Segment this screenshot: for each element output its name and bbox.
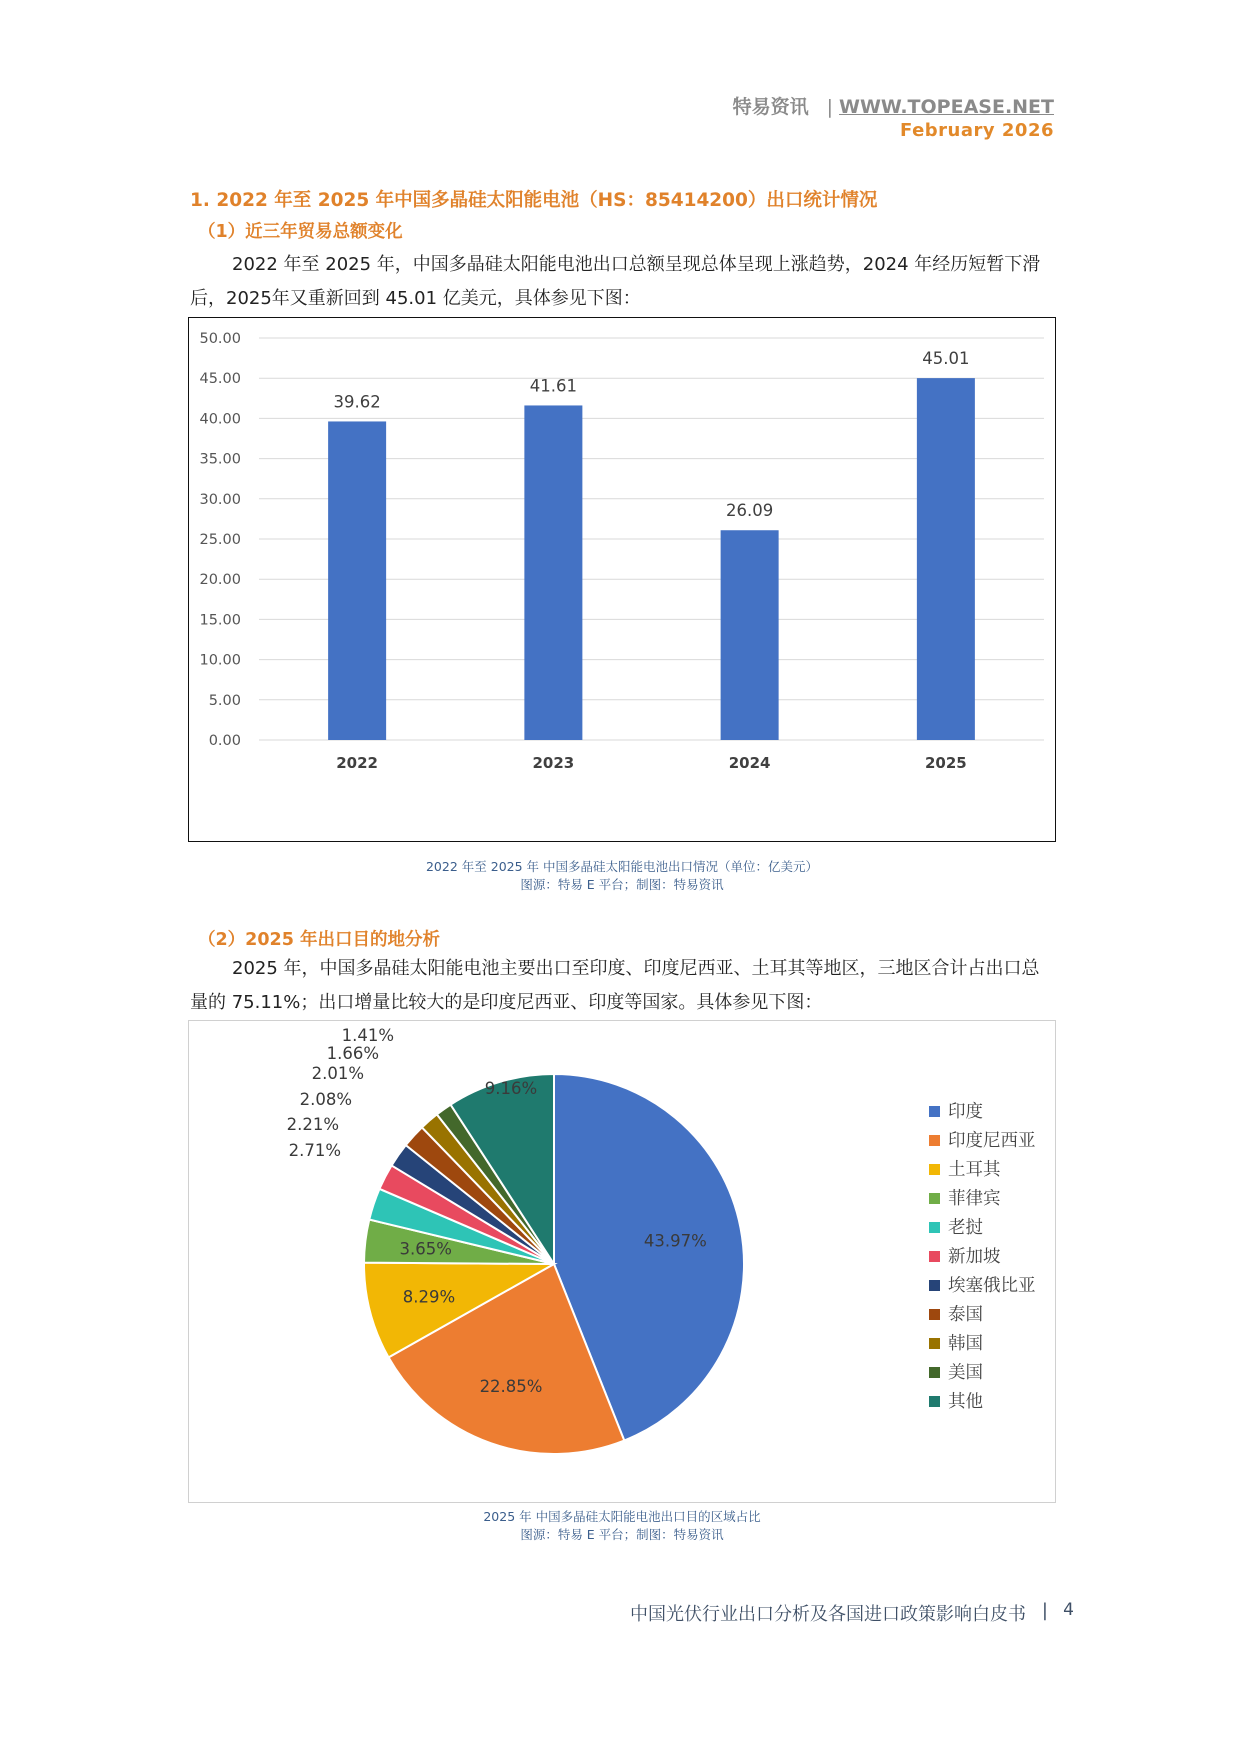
pie-chart-caption-title: 2025 年 中国多晶硅太阳能电池出口目的区域占比 (483, 1509, 761, 1524)
bar-chart-caption (188, 858, 1056, 894)
legend-label: 菲律宾 (948, 1189, 1001, 1209)
y-tick-label: 25.00 (199, 532, 241, 548)
y-tick-label: 35.00 (199, 451, 241, 468)
pie-chart (189, 1021, 1054, 1501)
bar-chart-caption-source: 图源：特易 E 平台；制图：特易资讯 (520, 877, 724, 892)
bar-chart-caption-title: 2022 年至 2025 年 中国多晶硅太阳能电池出口情况（单位：亿美元） (425, 859, 819, 874)
bar-2024 (721, 530, 779, 740)
legend-swatch (929, 1164, 940, 1175)
header-separator: | (826, 96, 834, 118)
header-date: February 2026 (900, 120, 1054, 141)
legend-label: 泰国 (948, 1305, 983, 1325)
x-tick-label: 2022 (336, 754, 378, 772)
legend-swatch (929, 1251, 940, 1262)
legend-swatch (929, 1135, 940, 1146)
footer-title: 中国光伏行业出口分析及各国进口政策影响白皮书 (630, 1604, 1026, 1625)
pie-slice-label: 2.71% (288, 1141, 341, 1160)
pie-slice-label: 2.08% (299, 1090, 352, 1109)
legend-label: 埃塞俄比亚 (948, 1276, 1036, 1296)
legend-swatch (929, 1338, 940, 1349)
legend-swatch (929, 1222, 940, 1233)
pie-chart-caption-source: 图源：特易 E 平台；制图：特易资讯 (520, 1527, 724, 1542)
legend-label: 新加坡 (948, 1247, 1001, 1267)
legend-label: 印度尼西亚 (948, 1131, 1036, 1151)
legend-label: 其他 (948, 1392, 983, 1412)
paragraph-trade-total (190, 248, 1050, 316)
legend-label: 印度 (948, 1102, 983, 1122)
section-heading: 1. 2022 年至 2025 年中国多晶硅太阳能电池（HS：85414200）出口统计情况 (190, 190, 878, 211)
pie-slice-label: 9.16% (484, 1079, 538, 1098)
x-tick-label: 2024 (728, 754, 771, 772)
subsection-heading-trade-total: （1）近三年贸易总额变化 (198, 222, 403, 242)
bar-value-label: 26.09 (726, 501, 774, 521)
legend-swatch (929, 1396, 940, 1407)
bar-2023 (524, 405, 582, 740)
y-tick-label: 10.00 (199, 652, 241, 669)
paragraph-destinations (190, 952, 1050, 1020)
subsection-heading-destinations: （2）2025 年出口目的地分析 (198, 930, 440, 950)
legend-swatch (929, 1193, 940, 1204)
y-tick-label: 30.00 (199, 491, 241, 508)
pie-slice-label: 1.41% (341, 1026, 394, 1045)
page-number: 4 (1063, 1600, 1074, 1620)
pie-slice-label: 2.21% (286, 1115, 339, 1134)
legend-label: 土耳其 (948, 1160, 1001, 1180)
pie-chart-caption (188, 1508, 1056, 1544)
bar-chart-container (188, 317, 1056, 842)
bar-2025 (917, 378, 975, 740)
legend-swatch (929, 1309, 940, 1320)
y-tick-label: 15.00 (199, 612, 241, 629)
y-tick-label: 50.00 (199, 331, 241, 347)
pie-slice-label: 3.65% (399, 1239, 452, 1259)
legend-swatch (929, 1280, 940, 1291)
y-tick-label: 0.00 (208, 733, 241, 749)
y-tick-label: 40.00 (199, 411, 241, 428)
header-brand (733, 92, 1054, 119)
legend-swatch (929, 1106, 940, 1117)
bar-chart (189, 318, 1054, 840)
pie-chart-container (188, 1020, 1056, 1503)
website-link[interactable]: WWW.TOPEASE.NET (839, 96, 1054, 118)
paragraph-destinations-text: 2025 年，中国多晶硅太阳能电池主要出口至印度、印度尼西亚、土耳其等地区，三地区合计占出口总量的 75.11%；出口增量比较大的是印度尼西亚、印度等国家。具体参见下图： (190, 958, 1040, 1013)
legend-label: 老挝 (948, 1218, 983, 1238)
paragraph-trade-total-text: 2022 年至 2025 年，中国多晶硅太阳能电池出口总额呈现总体呈现上涨趋势，2024 年经历短暂下滑后，2025年又重新回到 45.01 亿美元，具体参见下图： (190, 254, 1041, 309)
pie-slice-label: 22.85% (479, 1376, 543, 1396)
pie-slice-label: 43.97% (643, 1231, 707, 1251)
pie-slice-label: 2.01% (311, 1064, 364, 1083)
pie-slice-label: 8.29% (402, 1287, 456, 1307)
x-tick-label: 2025 (925, 754, 967, 772)
x-tick-label: 2023 (532, 754, 575, 772)
pie-slice-label: 1.66% (326, 1044, 379, 1063)
footer-separator: | (1041, 1600, 1048, 1621)
bar-value-label: 41.61 (529, 376, 577, 396)
y-tick-label: 5.00 (208, 692, 241, 709)
y-tick-label: 45.00 (199, 371, 241, 388)
bar-value-label: 45.01 (922, 349, 970, 369)
bar-value-label: 39.62 (333, 392, 381, 412)
legend-label: 美国 (948, 1363, 983, 1383)
brand-name: 特易资讯 (732, 96, 809, 118)
bar-2022 (328, 421, 386, 740)
legend-swatch (929, 1367, 940, 1378)
y-tick-label: 20.00 (199, 572, 241, 589)
legend-label: 韩国 (948, 1334, 983, 1354)
